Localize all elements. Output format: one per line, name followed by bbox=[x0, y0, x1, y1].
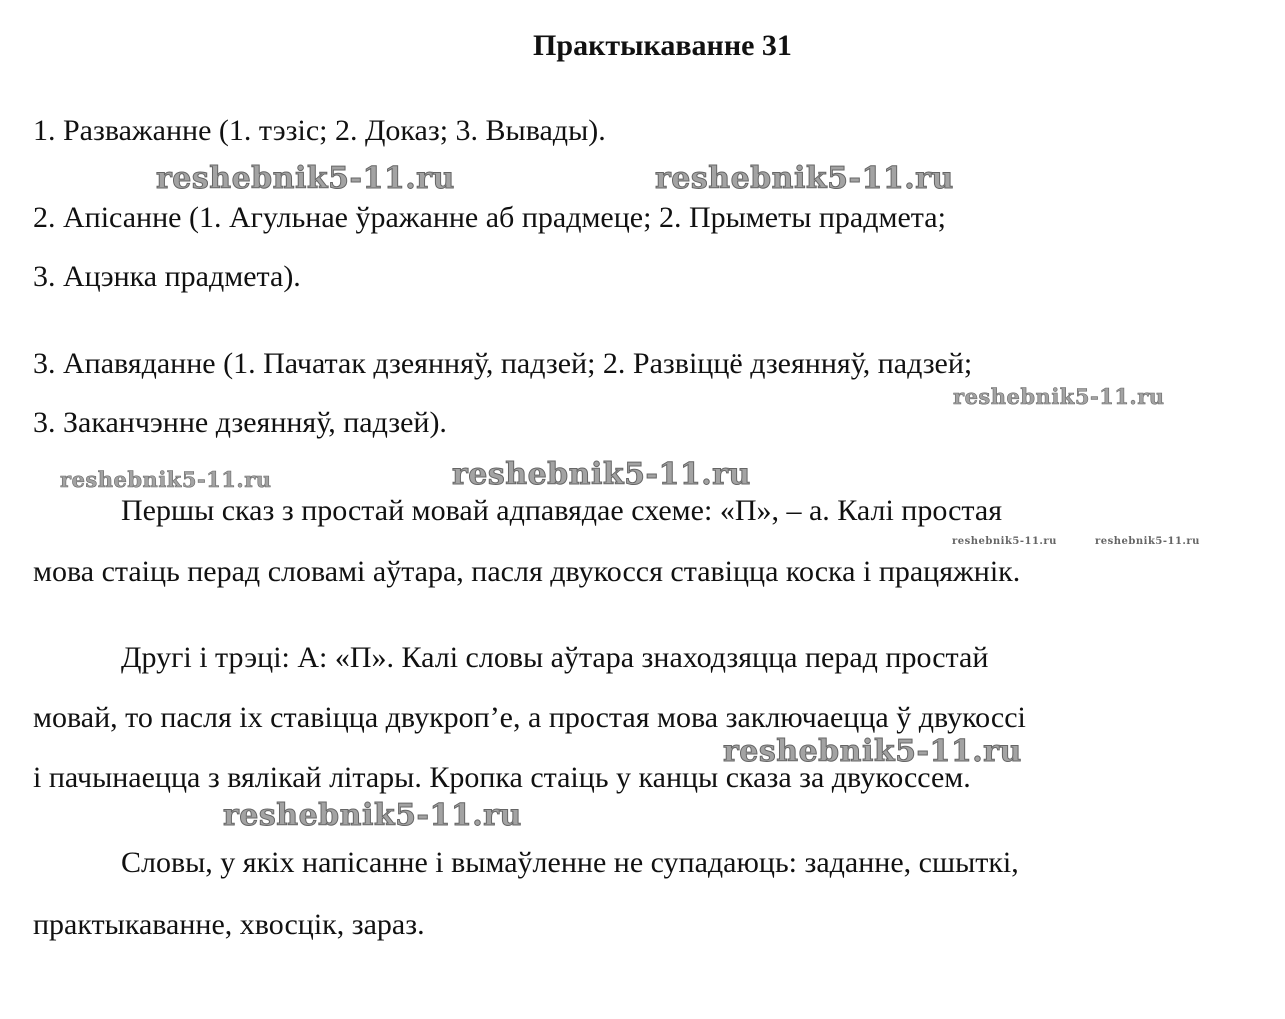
watermark: reshebnik5-11.ru bbox=[156, 161, 455, 196]
watermark: reshebnik5-11.ru bbox=[223, 798, 522, 833]
text-line-1: 1. Разважанне (1. тэзіс; 2. Доказ; 3. Вывады). bbox=[33, 114, 606, 147]
watermark: reshebnik5-11.ru bbox=[655, 161, 954, 196]
watermark: reshebnik5-11.ru bbox=[952, 536, 1057, 547]
text-line-12: практыкаванне, хвосцік, зараз. bbox=[33, 908, 425, 941]
text-line-10: і пачынаецца з вялікай літары. Кропка стаіць у канцы сказа за двукоссем. bbox=[33, 761, 971, 794]
text-line-6: Першы сказ з простай мовай адпавядае схеме: «П», – а. Калі простая bbox=[121, 494, 1003, 527]
text-line-4: 3. Апавяданне (1. Пачатак дзеянняў, падзей; 2. Развіццё дзеянняў, падзей; bbox=[33, 347, 973, 380]
text-line-3: 3. Ацэнка прадмета). bbox=[33, 260, 301, 293]
text-line-11: Словы, у якіх напісанне і вымаўленне не супадаюць: заданне, сшыткі, bbox=[121, 846, 1019, 879]
watermark: reshebnik5-11.ru bbox=[60, 467, 272, 492]
page-title: Практыкаванне 31 bbox=[533, 29, 792, 62]
watermark: reshebnik5-11.ru bbox=[1095, 536, 1200, 547]
text-line-2: 2. Апісанне (1. Агульнае ўражанне аб прадмеце; 2. Прыметы прадмета; bbox=[33, 201, 946, 234]
text-line-5: 3. Заканчэнне дзеянняў, падзей). bbox=[33, 406, 447, 439]
watermark: reshebnik5-11.ru bbox=[452, 457, 751, 492]
text-line-9: мовай, то пасля іх ставіцца двукроп’е, а простая мова заключаецца ў двукоссі bbox=[33, 701, 1026, 734]
watermark: reshebnik5-11.ru bbox=[723, 734, 1022, 769]
watermark: reshebnik5-11.ru bbox=[953, 384, 1165, 409]
text-line-8: Другі і трэці: А: «П». Калі словы аўтара знаходзяцца перад простай bbox=[121, 641, 989, 674]
text-line-7: мова стаіць перад словамі аўтара, пасля двукосся ставіцца коска і працяжнік. bbox=[33, 555, 1021, 588]
